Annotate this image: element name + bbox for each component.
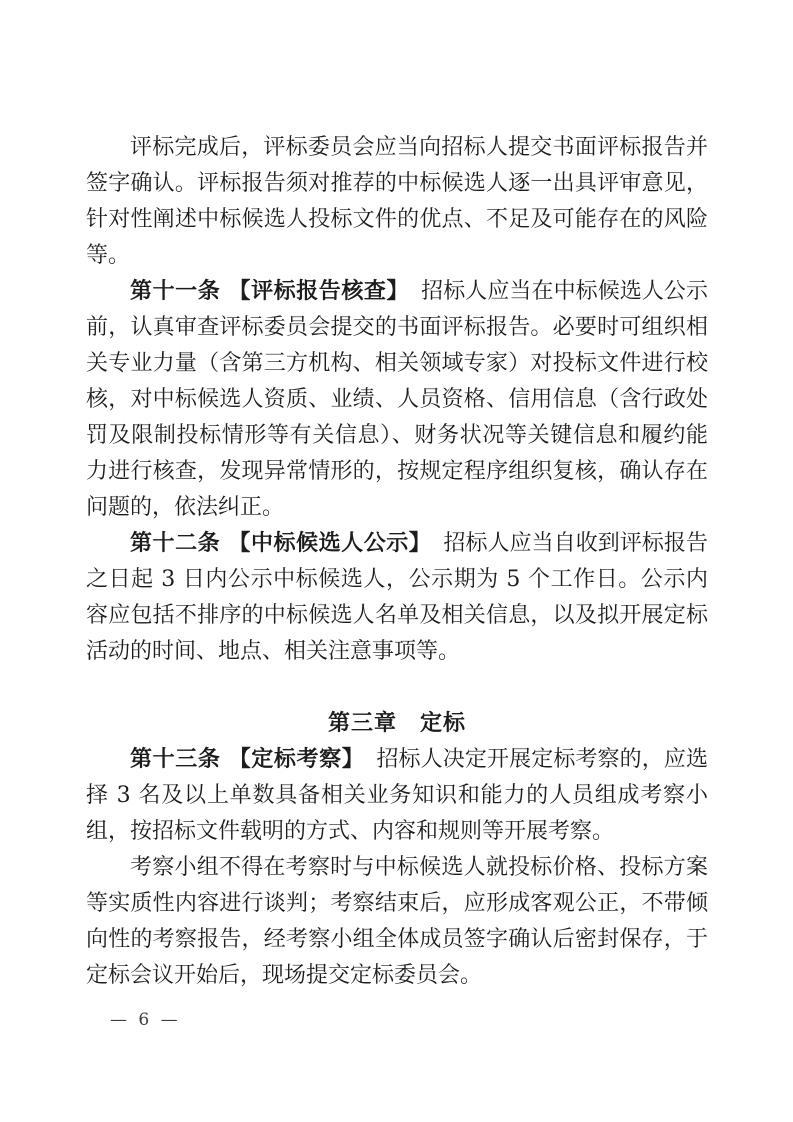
clause-title: 第十一条 【评标报告核查】: [130, 279, 410, 304]
clause-title: 第十三条 【定标考察】: [130, 747, 365, 772]
paragraph-text: 评标完成后，评标委员会应当向招标人提交书面评标报告并签字确认。评标报告须对推荐的中标候选人逐一出具评审意见，针对性阐述中标候选人投标文件的优点、不足及可能存在的风险等。: [86, 135, 708, 268]
paragraph: [86, 850, 708, 994]
clause-title: 第十二条 【中标候选人公示】: [130, 531, 432, 556]
paragraph: [86, 274, 708, 526]
paragraph-text: 招标人应当自收到评标报告之日起 3 日内公示中标候选人，公示期为 5 个工作日。公示内容应包括不排序的中标候选人名单及相关信息，以及拟开展定标活动的时间、地点、相关注意事项等。: [86, 531, 708, 664]
paragraph: [86, 742, 708, 850]
paragraph: [86, 130, 708, 274]
chapter-heading: 第三章 定标: [327, 711, 466, 736]
paragraph-text: 招标人决定开展定标考察的，应选择 3 名及以上单数具备相关业务知识和能力的人员组成考察小组，按招标文件载明的方式、内容和规则等开展考察。: [86, 747, 708, 844]
page-number: — 6 —: [110, 1010, 181, 1030]
paragraph-text: 招标人应当在中标候选人公示前，认真审查评标委员会提交的书面评标报告。必要时可组织相关专业力量（含第三方机构、相关领域专家）对投标文件进行校核，对中标候选人资质、业绩、人员资格、信用信息（含行政处罚及限制投标情形等有关信息）、财务状况等关键信息和履约能力进行核查，发现异常情形的，按规定程序组织复核，确认存在问题的，依法纠正。: [86, 279, 708, 520]
document-body: [86, 130, 708, 994]
paragraph: [86, 526, 708, 670]
paragraph-text: 考察小组不得在考察时与中标候选人就投标价格、投标方案等实质性内容进行谈判；考察结束后，应形成客观公正，不带倾向性的考察报告，经考察小组全体成员签字确认后密封保存，于定标会议开始后，现场提交定标委员会。: [86, 855, 708, 988]
